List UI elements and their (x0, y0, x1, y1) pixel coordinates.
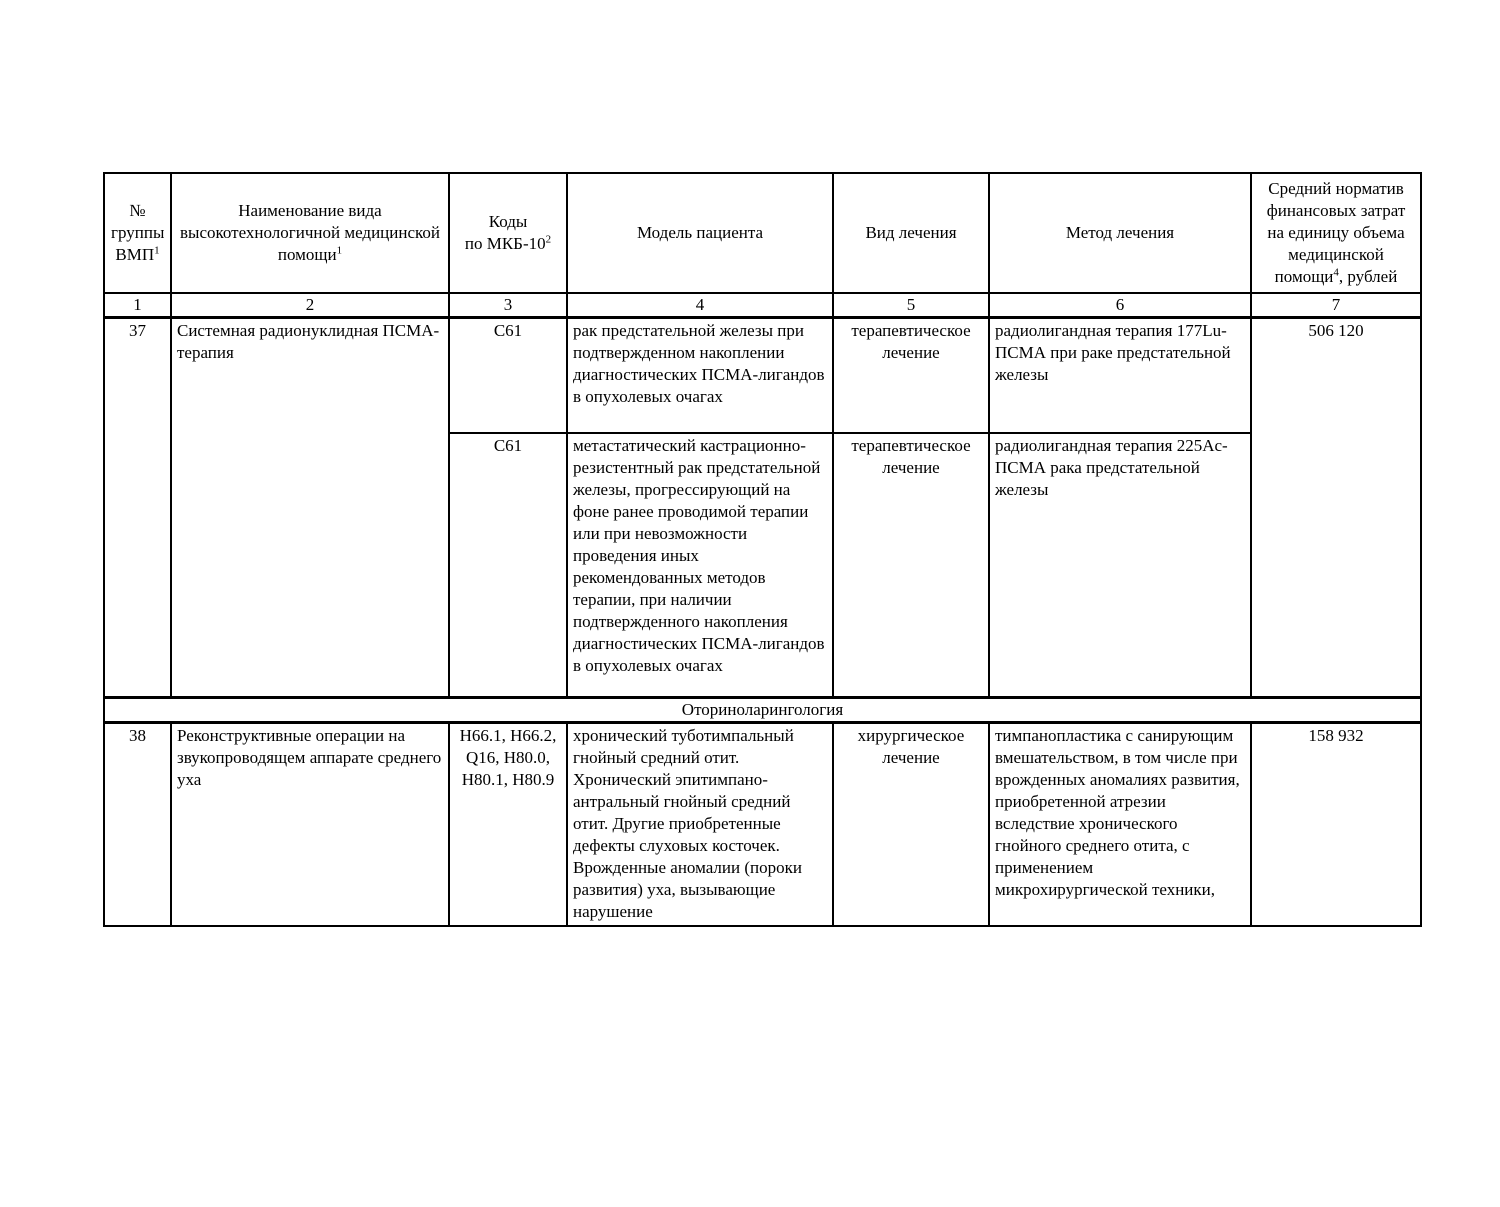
table-row-group37-sub1 (104, 318, 1421, 433)
cell-icd-code: H66.1, H66.2, Q16, H80.0, H80.1, H80.9 (449, 723, 567, 927)
footnote-marker: 1 (336, 244, 343, 257)
col-header-treatment-method: Метод лечения (989, 173, 1251, 293)
col-header-care-name (171, 173, 449, 293)
column-number-row (104, 293, 1421, 318)
vmp-tariff-table (103, 172, 1422, 927)
column-number-5: 5 (833, 293, 989, 318)
col-header-icd-line1: Коды (488, 212, 528, 231)
column-number-3: 3 (449, 293, 567, 318)
cell-icd-code: C61 (449, 433, 567, 698)
section-header-row (104, 698, 1421, 723)
column-number-6: 6 (989, 293, 1251, 318)
cell-cost-norm: 506 120 (1251, 318, 1421, 698)
column-number-7: 7 (1251, 293, 1421, 318)
footnote-marker: 2 (545, 233, 552, 246)
column-number-4: 4 (567, 293, 833, 318)
cell-group-number: 37 (104, 318, 171, 698)
cell-treatment-type: терапевтическое лечение (833, 318, 989, 433)
cell-treatment-type: хирургическое лечение (833, 723, 989, 927)
cell-treatment-method: радиолигандная терапия 177Lu-ПСМА при раке предстательной железы (989, 318, 1251, 433)
cell-group-number: 38 (104, 723, 171, 927)
cell-cost-norm: 158 932 (1251, 723, 1421, 927)
cell-care-name: Системная радионуклидная ПСМА-терапия (171, 318, 449, 698)
section-header-otorhinolaryngology: Оториноларингология (104, 698, 1421, 723)
col-header-group-number (104, 173, 171, 293)
col-header-icd-codes (449, 173, 567, 293)
col-header-cost-norm-units: , рублей (1338, 267, 1398, 286)
footnote-marker: 4 (1333, 266, 1339, 279)
col-header-group-number-label: № группы ВМП (111, 201, 165, 264)
col-header-patient-model: Модель пациента (567, 173, 833, 293)
cell-patient-model: метастатический кастрационно-резистентный рак предстательной железы, прогрессирующий на фоне ранее проводимой терапии или при невозможности проведения иных рекомендованных методов терапии, при наличии подтвержденного накопления диагностических ПСМА-лигандов в опухолевых очагах (567, 433, 833, 698)
col-header-icd-line2-label: по МКБ-10 (464, 234, 546, 253)
cell-treatment-type: терапевтическое лечение (833, 433, 989, 698)
cell-treatment-method: радиолигандная терапия 225Ac-ПСМА рака предстательной железы (989, 433, 1251, 698)
cell-patient-model: хронический туботимпальный гнойный средний отит. Хронический эпитимпано-антральный гнойный средний отит. Другие приобретенные дефекты слуховых косточек. Врожденные аномалии (пороки развития) уха, вызывающие нарушение (567, 723, 833, 927)
column-number-2: 2 (171, 293, 449, 318)
cell-patient-model: рак предстательной железы при подтвержденном накоплении диагностических ПСМА-лигандов в опухолевых очагах (567, 318, 833, 433)
col-header-care-name-label: Наименование вида высокотехнологичной медицинской помощи (180, 201, 440, 264)
footnote-marker: 1 (154, 244, 160, 257)
table-row-group38 (104, 723, 1421, 927)
col-header-treatment-type: Вид лечения (833, 173, 989, 293)
cell-icd-code: C61 (449, 318, 567, 433)
col-header-icd-line2 (456, 233, 560, 255)
column-number-1: 1 (104, 293, 171, 318)
cell-treatment-method: тимпанопластика с санирующим вмешательством, в том числе при врожденных аномалиях развития, приобретенной атрезии вследствие хронического гнойного среднего отита, с применением микрохирургической техники, (989, 723, 1251, 927)
header-row (104, 173, 1421, 293)
col-header-cost-norm (1251, 173, 1421, 293)
cell-care-name: Реконструктивные операции на звукопроводящем аппарате среднего уха (171, 723, 449, 927)
col-header-cost-norm-label: Средний норматив финансовых затрат на единицу объема медицинской помощи (1266, 179, 1406, 286)
